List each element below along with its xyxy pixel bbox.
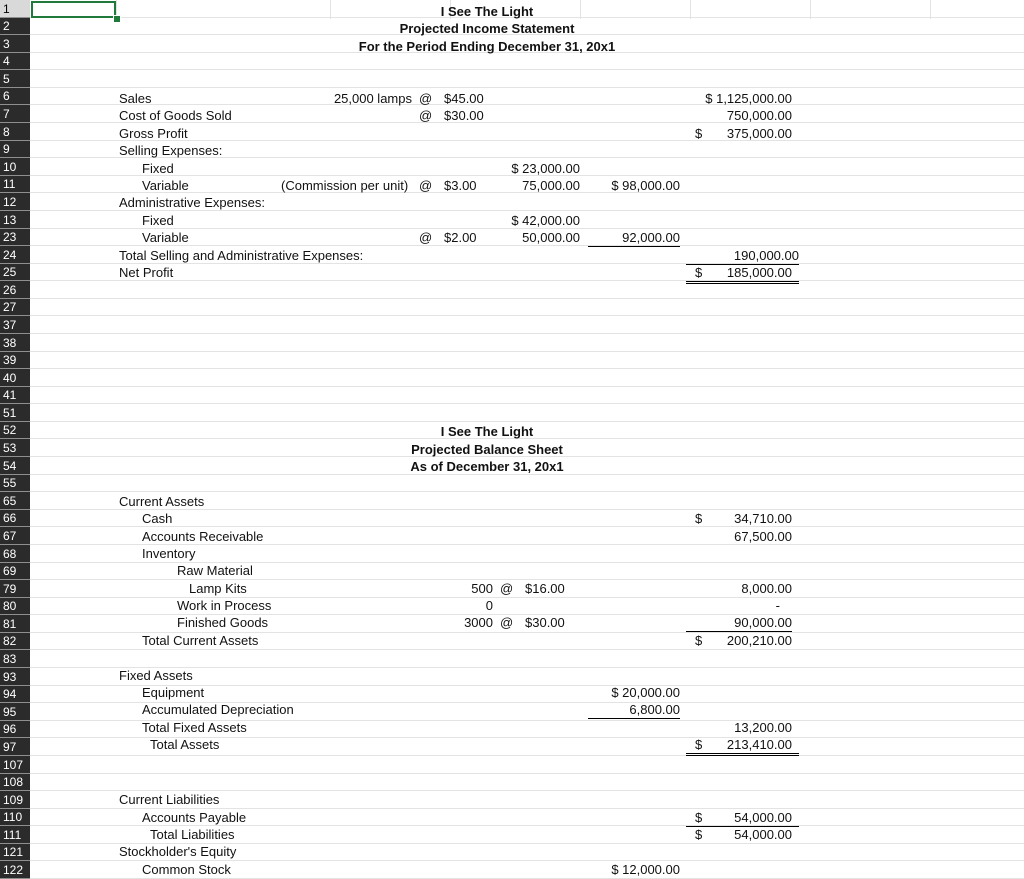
row-header[interactable]: 108 <box>0 774 30 791</box>
ta-dollar: $ <box>695 737 703 752</box>
tca-value: 200,210.00 <box>726 633 792 648</box>
lamp-kits-label: Lamp Kits <box>189 581 247 596</box>
row-gridline <box>30 351 1024 352</box>
row-gridline <box>30 298 1024 299</box>
row-header[interactable]: 40 <box>0 369 30 387</box>
row-gridline <box>30 755 1024 756</box>
row-header[interactable]: 6 <box>0 88 30 105</box>
balance-date: As of December 31, 20x1 <box>410 459 564 474</box>
admin-variable: 50,000.00 <box>522 230 580 245</box>
ar-label: Accounts Receivable <box>142 529 264 544</box>
row-header[interactable]: 27 <box>0 299 30 316</box>
row-header[interactable]: 66 <box>0 510 30 527</box>
row-header[interactable]: 53 <box>0 439 30 457</box>
row-header[interactable]: 5 <box>0 70 30 88</box>
row-header[interactable]: 3 <box>0 35 30 53</box>
row-header[interactable]: 110 <box>0 809 30 826</box>
row-header[interactable]: 9 <box>0 141 30 158</box>
column-gridline <box>810 0 811 19</box>
cash-dollar: $ <box>695 511 703 526</box>
row-header[interactable]: 97 <box>0 738 30 756</box>
accum-dep-value: 6,800.00 <box>588 701 680 719</box>
wip-value: - <box>775 598 780 613</box>
equipment-label: Equipment <box>142 685 205 700</box>
lamp-kits-value: 8,000.00 <box>741 581 792 596</box>
row-header[interactable]: 111 <box>0 826 30 844</box>
tl-value: 54,000.00 <box>734 827 792 842</box>
ta-label: Total Assets <box>150 737 220 752</box>
selling-total: $ 98,000.00 <box>611 178 680 193</box>
row-header[interactable]: 109 <box>0 791 30 809</box>
wip-label: Work in Process <box>177 598 272 613</box>
selected-cell-a1[interactable] <box>31 1 116 18</box>
row-header[interactable]: 11 <box>0 176 30 193</box>
lamp-kits-qty: 500 <box>471 581 493 596</box>
row-gridline <box>30 315 1024 316</box>
cogs-label: Cost of Goods Sold <box>119 108 232 123</box>
row-gridline <box>30 649 1024 650</box>
lamp-kits-at: @ <box>500 581 514 596</box>
selling-variable: 75,000.00 <box>522 178 580 193</box>
row-header[interactable]: 51 <box>0 404 30 422</box>
column-gridline <box>690 0 691 19</box>
wip-qty: 0 <box>485 598 493 613</box>
total-sa: 190,000.00 <box>686 247 799 265</box>
row-header[interactable]: 55 <box>0 475 30 492</box>
inventory-label: Inventory <box>142 546 196 561</box>
sales-price: $45.00 <box>444 91 484 106</box>
row-header[interactable]: 39 <box>0 352 30 369</box>
row-header[interactable]: 83 <box>0 650 30 668</box>
row-header[interactable]: 37 <box>0 316 30 334</box>
selling-fixed-label: Fixed <box>142 161 174 176</box>
cogs-at: @ <box>419 108 433 123</box>
row-header[interactable]: 54 <box>0 457 30 475</box>
row-header[interactable]: 4 <box>0 53 30 70</box>
row-header[interactable]: 82 <box>0 633 30 650</box>
row-header[interactable]: 2 <box>0 18 30 35</box>
row-header[interactable]: 94 <box>0 686 30 703</box>
tca-label: Total Current Assets <box>142 633 259 648</box>
income-subtitle: Projected Income Statement <box>399 21 575 36</box>
row-header[interactable]: 69 <box>0 563 30 580</box>
row-gridline <box>30 333 1024 334</box>
row-gridline <box>30 491 1024 492</box>
accum-dep-label: Accumulated Depreciation <box>142 702 294 717</box>
net-total: 185,000.00 <box>726 265 792 280</box>
sales-label: Sales <box>119 91 152 106</box>
sales-total: $ 1,125,000.00 <box>705 91 792 106</box>
net-label: Net Profit <box>119 265 174 280</box>
row-header[interactable]: 52 <box>0 422 30 439</box>
ar-value: 67,500.00 <box>734 529 792 544</box>
row-header[interactable]: 12 <box>0 193 30 211</box>
selling-fixed: $ 23,000.00 <box>511 161 580 176</box>
fixed-assets-label: Fixed Assets <box>119 668 193 683</box>
row-header[interactable]: 122 <box>0 861 30 879</box>
row-header[interactable]: 38 <box>0 334 30 352</box>
admin-fixed-label: Fixed <box>142 213 174 228</box>
row-header[interactable]: 25 <box>0 264 30 281</box>
commission-note: (Commission per unit) <box>281 178 409 193</box>
ta-value: 213,410.00 <box>726 737 792 752</box>
row-header[interactable]: 95 <box>0 703 30 721</box>
admin-fixed: $ 42,000.00 <box>511 213 580 228</box>
row-header[interactable]: 67 <box>0 527 30 545</box>
row-header[interactable]: 13 <box>0 211 30 229</box>
commission-at: @ <box>419 178 433 193</box>
row-header[interactable]: 24 <box>0 246 30 264</box>
ap-label: Accounts Payable <box>142 810 247 825</box>
row-header[interactable]: 8 <box>0 123 30 141</box>
cogs-price: $30.00 <box>444 108 484 123</box>
fill-handle[interactable] <box>113 15 121 23</box>
admin-total: 92,000.00 <box>588 229 680 247</box>
income-period: For the Period Ending December 31, 20x1 <box>358 39 616 54</box>
row-header[interactable]: 107 <box>0 756 30 774</box>
sales-at: @ <box>419 91 433 106</box>
admin-at: @ <box>419 230 433 245</box>
current-assets-label: Current Assets <box>119 494 205 509</box>
fg-qty: 3000 <box>464 615 493 630</box>
gross-label: Gross Profit <box>119 126 188 141</box>
selling-label: Selling Expenses: <box>119 143 223 158</box>
row-gridline <box>30 280 1024 281</box>
balance-subtitle: Projected Balance Sheet <box>411 442 563 457</box>
tl-dollar: $ <box>695 827 703 842</box>
row-header[interactable]: 1 <box>0 0 30 18</box>
fg-price: $30.00 <box>525 615 565 630</box>
equipment-value: $ 20,000.00 <box>611 685 680 700</box>
row-header[interactable]: 41 <box>0 387 30 404</box>
cash-label: Cash <box>142 511 173 526</box>
row-header[interactable]: 121 <box>0 844 30 861</box>
net-dollar: $ <box>695 265 703 280</box>
row-header[interactable]: 26 <box>0 281 30 299</box>
sales-qty: 25,000 lamps <box>333 91 412 106</box>
admin-rate: $2.00 <box>444 230 477 245</box>
commission-rate: $3.00 <box>444 178 477 193</box>
row-gridline <box>30 104 1024 105</box>
gross-dollar: $ <box>695 126 703 141</box>
fg-value: 90,000.00 <box>686 614 792 632</box>
column-gridline <box>930 0 931 19</box>
row-gridline <box>30 368 1024 369</box>
row-header[interactable]: 7 <box>0 105 30 123</box>
tca-dollar: $ <box>695 633 703 648</box>
row-gridline <box>30 69 1024 70</box>
row-header[interactable]: 80 <box>0 598 30 615</box>
se-label: Stockholder's Equity <box>119 844 237 859</box>
row-header[interactable]: 10 <box>0 158 30 176</box>
row-gridline <box>30 526 1024 527</box>
ap-dollar: $ <box>695 810 703 825</box>
cs-value: $ 12,000.00 <box>611 862 680 877</box>
admin-variable-label: Variable <box>142 230 189 245</box>
fg-at: @ <box>500 615 514 630</box>
row-gridline <box>30 87 1024 88</box>
total-sa-label: Total Selling and Administrative Expenses: <box>119 248 364 263</box>
fg-label: Finished Goods <box>177 615 269 630</box>
tfa-value: 13,200.00 <box>734 720 792 735</box>
cogs-total: 750,000.00 <box>726 108 792 123</box>
row-header[interactable]: 96 <box>0 721 30 738</box>
row-gridline <box>30 386 1024 387</box>
cash-value: 34,710.00 <box>734 511 792 526</box>
tfa-label: Total Fixed Assets <box>142 720 247 735</box>
row-gridline <box>30 403 1024 404</box>
balance-title: I See The Light <box>440 424 534 439</box>
lamp-kits-price: $16.00 <box>525 581 565 596</box>
gross-total: 375,000.00 <box>726 126 792 141</box>
cs-label: Common Stock <box>142 862 231 877</box>
income-title: I See The Light <box>440 4 534 19</box>
tl-label: Total Liabilities <box>150 827 235 842</box>
row-header[interactable]: 68 <box>0 545 30 563</box>
row-gridline <box>30 773 1024 774</box>
ap-value: 54,000.00 <box>734 810 792 825</box>
row-header[interactable]: 81 <box>0 615 30 633</box>
row-header[interactable]: 93 <box>0 668 30 686</box>
row-header[interactable]: 79 <box>0 580 30 598</box>
selling-variable-label: Variable <box>142 178 189 193</box>
row-header[interactable]: 65 <box>0 492 30 510</box>
row-header[interactable]: 23 <box>0 229 30 246</box>
admin-label: Administrative Expenses: <box>119 195 265 210</box>
raw-material-label: Raw Material <box>177 563 253 578</box>
cl-label: Current Liabilities <box>119 792 220 807</box>
row-gridline <box>30 421 1024 422</box>
